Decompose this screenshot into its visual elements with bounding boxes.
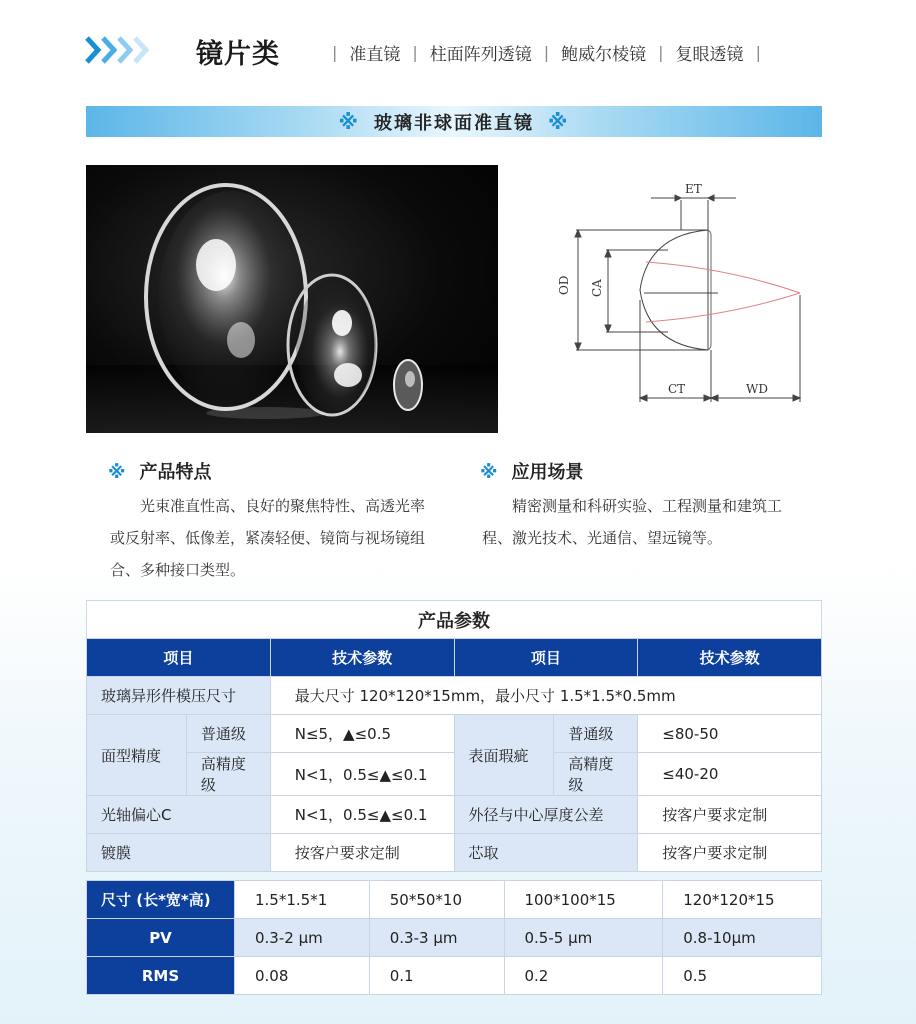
col-header: 技术参数 — [638, 639, 822, 677]
table-row — [87, 957, 822, 995]
applications-heading — [480, 458, 584, 484]
param-value: N<1，0.5≤▲≤0.1 — [270, 753, 454, 796]
table-row — [87, 715, 822, 753]
table-row — [87, 881, 822, 919]
table-cell: 0.1 — [369, 957, 504, 995]
table-cell: 1.5*1.5*1 — [235, 881, 370, 919]
features-text: 光束准直性高、良好的聚焦特性、高透光率或反射率、低像差，紧凑轻便、镜筒与视场镜组合、多种接口类型。 — [110, 497, 426, 579]
param-label: 玻璃异形件模压尺寸 — [87, 677, 271, 715]
ca-label: CA — [590, 279, 604, 297]
col-header: 技术参数 — [270, 639, 454, 677]
nav-separator: | — [755, 43, 761, 62]
param-label: 面型精度 — [87, 715, 187, 796]
nav-item-fly-eye[interactable]: 复眼透镜 — [675, 45, 744, 65]
reference-mark-icon: ※ — [108, 462, 126, 483]
param-label: 表面瑕疵 — [454, 715, 554, 796]
param-label: 镀膜 — [87, 834, 271, 872]
sizes-table — [86, 880, 822, 995]
table-cell: 0.8-10μm — [663, 919, 822, 957]
nav-separator: | — [543, 43, 550, 62]
grade-label: 高精度级 — [554, 753, 638, 796]
et-label: ET — [685, 182, 702, 196]
table-cell: 0.3-3 μm — [369, 919, 504, 957]
table-cell: 0.08 — [235, 957, 370, 995]
param-label: 芯取 — [454, 834, 638, 872]
table-cell: 0.5-5 μm — [504, 919, 663, 957]
table-row — [87, 919, 822, 957]
section-banner — [86, 106, 822, 137]
param-value: N<1，0.5≤▲≤0.1 — [270, 796, 454, 834]
features-heading-text: 产品特点 — [139, 462, 212, 483]
param-value: 按客户要求定制 — [638, 834, 822, 872]
params-table — [86, 600, 822, 872]
table-cell: 100*100*15 — [504, 881, 663, 919]
page-title: 镜片类 — [196, 39, 280, 70]
lens-diagram — [548, 170, 818, 415]
table-cell: 0.5 — [663, 957, 822, 995]
ct-label: CT — [668, 382, 686, 396]
col-header: 项目 — [87, 639, 271, 677]
table-cell: 0.2 — [504, 957, 663, 995]
nav-item-cylindrical-array[interactable]: 柱面阵列透镜 — [429, 45, 532, 65]
param-value: 最大尺寸 120*120*15mm，最小尺寸 1.5*1.5*0.5mm — [270, 677, 821, 715]
category-nav — [320, 40, 773, 65]
reference-mark-icon: ※ — [548, 109, 570, 134]
param-value: 按客户要求定制 — [270, 834, 454, 872]
param-value: ≤80-50 — [638, 715, 822, 753]
grade-label: 高精度级 — [186, 753, 270, 796]
table-row — [87, 677, 822, 715]
reference-mark-icon: ※ — [338, 109, 360, 134]
nav-separator: | — [332, 43, 338, 62]
section-title: 玻璃非球面准直镜 — [374, 112, 534, 134]
nav-item-powell-prism[interactable]: 鲍威尔棱镜 — [561, 45, 647, 65]
reference-mark-icon: ※ — [480, 462, 498, 483]
params-title: 产品参数 — [86, 600, 822, 638]
page-header — [84, 30, 844, 70]
row-header: RMS — [87, 957, 235, 995]
table-cell: 120*120*15 — [663, 881, 822, 919]
table-row — [87, 834, 822, 872]
nav-item-collimator[interactable]: 准直镜 — [349, 45, 401, 65]
param-label: 光轴偏心C — [87, 796, 271, 834]
product-photo — [86, 165, 498, 433]
param-value: 按客户要求定制 — [638, 796, 822, 834]
applications-text: 精密测量和科研实验、工程测量和建筑工程、激光技术、光通信、望远镜等。 — [482, 497, 783, 547]
nav-separator: | — [658, 43, 664, 62]
row-header: 尺寸 (长*宽*高) — [87, 881, 235, 919]
table-header-row — [87, 639, 822, 677]
grade-label: 普通级 — [554, 715, 638, 753]
table-cell: 0.3-2 μm — [235, 919, 370, 957]
grade-label: 普通级 — [186, 715, 270, 753]
wd-label: WD — [746, 382, 768, 396]
table-cell: 50*50*10 — [369, 881, 504, 919]
row-header: PV — [87, 919, 235, 957]
chevron-right-icon — [84, 34, 148, 66]
param-value: ≤40-20 — [638, 753, 822, 796]
applications-heading-text: 应用场景 — [511, 462, 584, 483]
table-row — [87, 753, 822, 796]
nav-separator: | — [412, 43, 418, 62]
param-label: 外径与中心厚度公差 — [454, 796, 638, 834]
param-value: N≤5，▲≤0.5 — [270, 715, 454, 753]
col-header: 项目 — [454, 639, 638, 677]
od-label: OD — [557, 275, 571, 295]
features-heading — [108, 458, 212, 484]
table-row — [87, 796, 822, 834]
